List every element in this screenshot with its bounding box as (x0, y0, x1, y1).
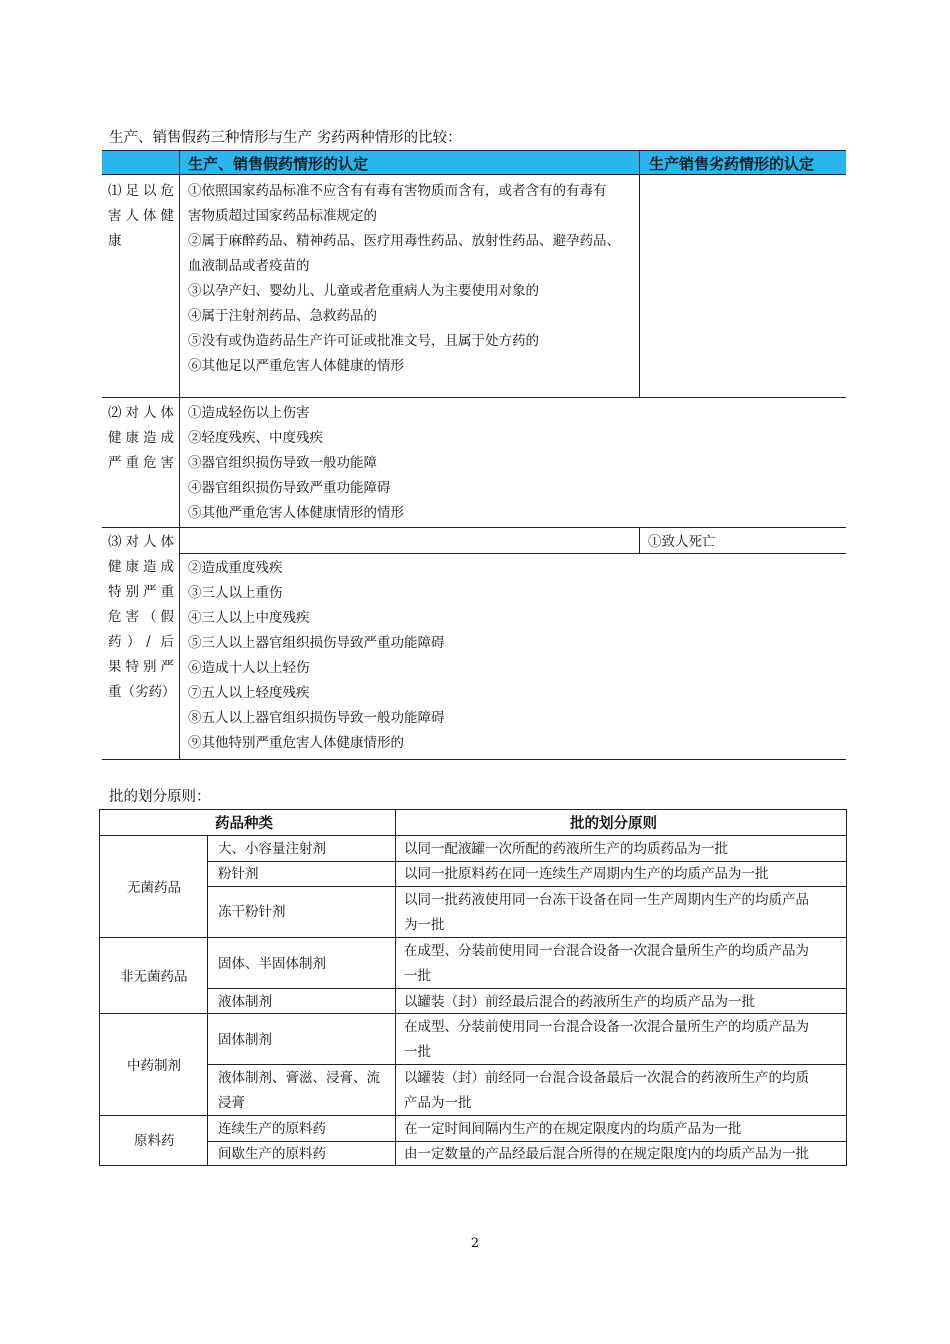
row1-item: ③以孕产妇、婴幼儿、儿童或者危重病人为主要使用对象的 (188, 283, 539, 299)
drug-type: 间歇生产的原料药 (218, 1146, 326, 1162)
batch-header-rule: 批的划分原则 (570, 815, 657, 832)
comparison-table (102, 150, 846, 760)
batch-rule: 在成型、分装前使用同一台混合设备一次混合量所生产的均质产品为 (404, 1019, 809, 1035)
batch-table (99, 809, 847, 1166)
batch-rule: 以同一批原料药在同一连续生产周期内生产的均质产品为一批 (404, 866, 769, 882)
drug-type: 固体、半固体制剂 (218, 956, 326, 972)
row3-item: ⑨其他特别严重危害人体健康情形的 (188, 735, 404, 751)
row1-item: 血液制品或者疫苗的 (188, 258, 310, 274)
batch-rule: 为一批 (404, 917, 445, 933)
row2-item: ①造成轻伤以上伤害 (188, 405, 310, 421)
batch-title: 批的划分原则： (109, 789, 211, 805)
header-fake-drug: 生产、销售假药情形的认定 (188, 155, 369, 173)
batch-rule: 由一定数量的产品经最后混合所得的在规定限度内的均质产品为一批 (404, 1146, 809, 1162)
row1-item: ①依照国家药品标准不应含有有毒有害物质而含有，或者含有的有毒有 (188, 183, 607, 199)
batch-rule: 以罐装（封）前经最后混合的药液所生产的均质产品为一批 (404, 994, 755, 1010)
drug-type: 液体制剂 (218, 994, 272, 1010)
row2-item: ②轻度残疾、中度残疾 (188, 430, 323, 446)
row-label-1: ⑴足以危 害人体健 康 (108, 183, 174, 249)
batch-rule: 以罐装（封）前经同一台混合设备最后一次混合的药液所生产的均质 (404, 1070, 809, 1086)
category-api: 原料药 (134, 1133, 175, 1149)
page-number: 2 (470, 1236, 480, 1251)
row3-item: ⑦五人以上轻度残疾 (188, 685, 310, 701)
drug-type: 液体制剂、膏滋、浸膏、流 (218, 1070, 380, 1086)
category-sterile: 无菌药品 (127, 880, 181, 896)
row3-item: ②造成重度残疾 (188, 560, 283, 576)
drug-type: 连续生产的原料药 (218, 1121, 326, 1137)
batch-rule: 以同一批药液使用同一台冻干设备在同一生产周期内生产的均质产品 (404, 892, 809, 908)
group-sep (100, 1115, 846, 1116)
row3-item: ⑤三人以上器官组织损伤导致严重功能障碍 (188, 635, 445, 651)
row1-item: ④属于注射剂药品、急救药品的 (188, 308, 377, 324)
row2-item: ④器官组织损伤导致严重功能障碍 (188, 480, 391, 496)
drug-type: 大、小容量注射剂 (218, 841, 326, 857)
category-non-sterile: 非无菌药品 (120, 969, 188, 985)
batch-rule: 以同一配液罐一次所配的药液所生产的均质药品为一批 (404, 841, 728, 857)
row3-item: ⑥造成十人以上轻伤 (188, 660, 310, 676)
row-sep (207, 1064, 846, 1065)
col-divider-1 (179, 150, 180, 759)
row3-item: ⑧五人以上器官组织损伤导致一般功能障碍 (188, 710, 445, 726)
drug-type: 固体制剂 (218, 1032, 272, 1048)
batch-rule: 一批 (404, 968, 431, 984)
row-label-2: ⑵对人体 健康造成 严重危害 (108, 405, 174, 471)
row-label-3: ⑶对人体 健康造成 特别严重 危害（假 药）/ 后 果特别严 重（劣药） (108, 534, 176, 700)
row1-item: ⑥其他足以严重危害人体健康的情形 (188, 358, 404, 374)
row-sep (100, 835, 846, 836)
row-divider-2 (102, 527, 846, 528)
row1-item: 害物质超过国家药品标准规定的 (188, 208, 377, 224)
row2-item: ⑤其他严重危害人体健康情形的情形 (188, 505, 404, 521)
row3-item: ④三人以上中度残疾 (188, 610, 310, 626)
row2-item: ③器官组织损伤导致一般功能障 (188, 455, 377, 471)
col-divider-category (207, 835, 208, 1166)
comparison-table-header (102, 150, 846, 175)
batch-header-type: 药品种类 (215, 815, 273, 832)
batch-rule: 一批 (404, 1044, 431, 1060)
col-divider-2 (639, 150, 640, 398)
batch-rule: 产品为一批 (404, 1095, 472, 1111)
row3-item: ③三人以上重伤 (188, 585, 283, 601)
row1-item: ⑤没有或伪造药品生产许可证或批准文号，且属于处方药的 (188, 333, 539, 349)
drug-type: 粉针剂 (218, 866, 259, 882)
drug-type: 冻干粉针剂 (218, 904, 286, 920)
header-inferior-drug: 生产销售劣药情形的认定 (649, 155, 815, 173)
category-tcm: 中药制剂 (127, 1058, 181, 1074)
row-divider-1 (102, 397, 846, 398)
row-sep (207, 988, 846, 989)
batch-rule: 在一定时间间隔内生产的在规定限度内的均质产品为一批 (404, 1121, 742, 1137)
row3-right-item: ①致人死亡 (648, 534, 716, 550)
row-divider-2b (179, 553, 846, 554)
row1-item: ②属于麻醉药品、精神药品、医疗用毒性药品、放射性药品、避孕药品、 (188, 233, 620, 249)
col-divider-2b (639, 528, 640, 553)
batch-rule: 在成型、分装前使用同一台混合设备一次混合量所生产的均质产品为 (404, 943, 809, 959)
comparison-title: 生产、销售假药三种情形与生产 劣药两种情形的比较： (109, 130, 462, 146)
drug-type: 浸膏 (218, 1095, 245, 1111)
group-sep (100, 937, 846, 938)
